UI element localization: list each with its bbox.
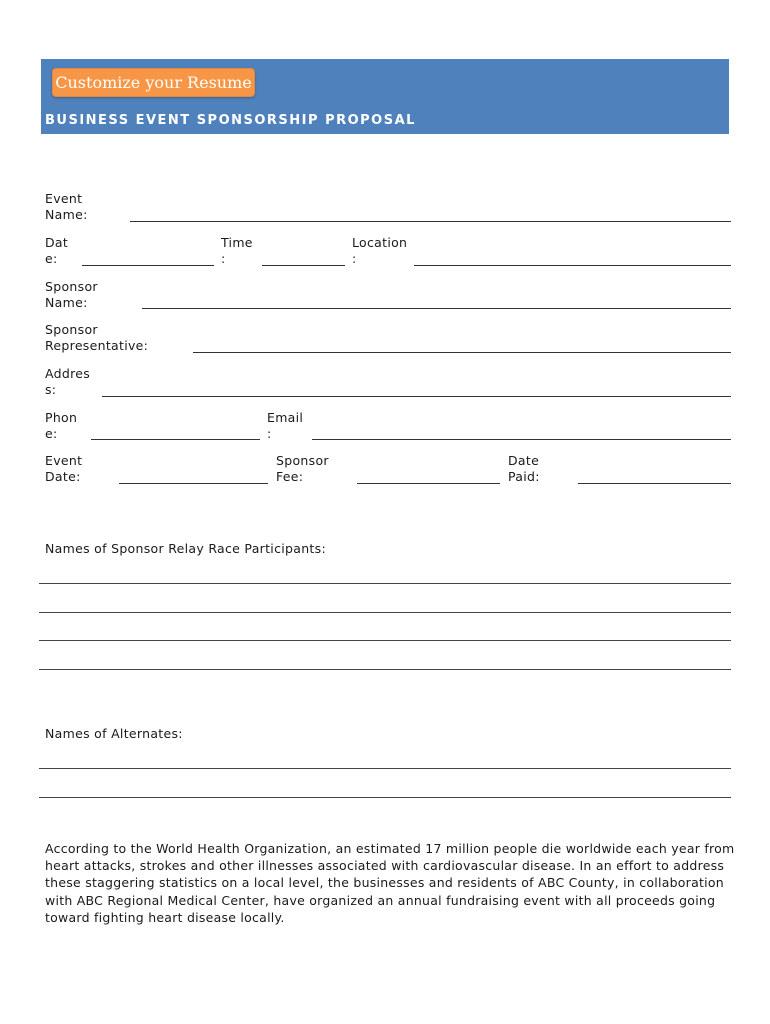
document-title: BUSINESS EVENT SPONSORSHIP PROPOSAL bbox=[45, 113, 416, 128]
date-paid-label: Date Paid: bbox=[508, 453, 540, 484]
date-field[interactable] bbox=[82, 265, 214, 266]
customize-resume-button[interactable]: Customize your Resume bbox=[52, 68, 255, 97]
participant-line[interactable] bbox=[39, 583, 731, 584]
time-field[interactable] bbox=[262, 265, 345, 266]
participant-line[interactable] bbox=[39, 669, 731, 670]
address-field[interactable] bbox=[102, 396, 731, 397]
sponsor-fee-label: Sponsor Fee: bbox=[276, 453, 329, 484]
sponsor-name-field[interactable] bbox=[142, 308, 731, 309]
sponsor-name-label: Sponsor Name: bbox=[45, 279, 98, 310]
location-label: Location : bbox=[352, 235, 408, 266]
email-field[interactable] bbox=[312, 439, 731, 440]
participant-line[interactable] bbox=[39, 640, 731, 641]
event-date-field[interactable] bbox=[119, 483, 268, 484]
alternate-line[interactable] bbox=[39, 768, 731, 769]
participants-label: Names of Sponsor Relay Race Participants: bbox=[45, 541, 326, 556]
phone-field[interactable] bbox=[91, 439, 260, 440]
location-field[interactable] bbox=[414, 265, 731, 266]
header-banner bbox=[41, 59, 729, 134]
date-paid-field[interactable] bbox=[578, 483, 731, 484]
alternate-line[interactable] bbox=[39, 797, 731, 798]
participant-line[interactable] bbox=[39, 612, 731, 613]
phone-label: Phon e: bbox=[45, 410, 78, 441]
address-label: Addres s: bbox=[45, 366, 91, 397]
time-label: Time : bbox=[221, 235, 253, 266]
sponsor-rep-field[interactable] bbox=[193, 352, 731, 353]
event-name-label: Event Name: bbox=[45, 191, 88, 222]
alternates-label: Names of Alternates: bbox=[45, 726, 183, 741]
sponsor-rep-label: Sponsor Representative: bbox=[45, 322, 149, 353]
email-label: Email : bbox=[267, 410, 304, 441]
event-date-label: Event Date: bbox=[45, 453, 83, 484]
event-name-field[interactable] bbox=[130, 221, 731, 222]
date-label: Dat e: bbox=[45, 235, 69, 266]
sponsor-fee-field[interactable] bbox=[357, 483, 500, 484]
intro-paragraph: According to the World Health Organization, an estimated 17 million people die worldwide each year from heart attacks, strokes and other illnesses associated with cardiovascular disease. In an effort to address these staggering statistics on a local level, the businesses and residents of ABC County, in collaboration with ABC Regional Medical Center, have organized an annual fundraising event with all proceeds going toward fighting heart disease locally. bbox=[45, 841, 735, 925]
